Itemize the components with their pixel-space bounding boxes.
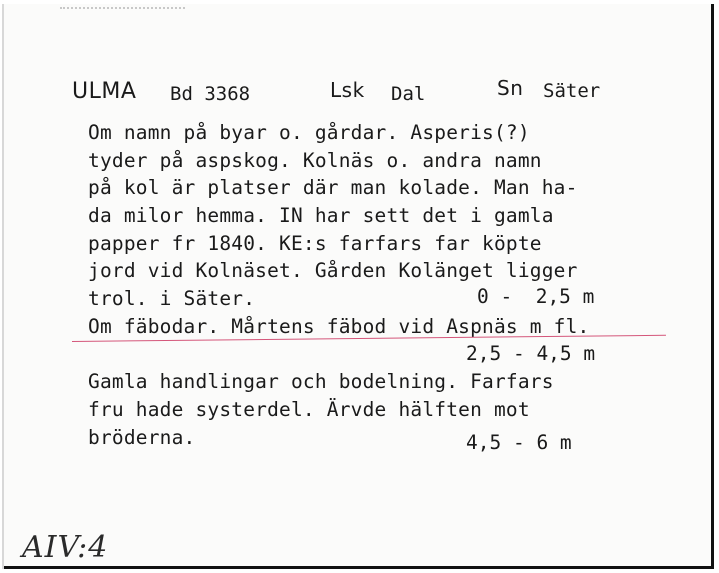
parish-label: Sn: [497, 76, 524, 100]
handwritten-signature: AIV:4: [22, 530, 109, 565]
text-line: på kol är platser där man kolade. Man ha-: [88, 176, 578, 199]
card-edge: [2, 4, 4, 569]
record-id: Bd 3368: [170, 83, 251, 105]
text-line: Om fäbodar. Mårtens fäbod vid Aspnäs m fl.: [88, 315, 590, 338]
parish-name: Säter: [543, 80, 601, 102]
text-line: fru hade systerdel. Ärvde hälften mot: [88, 398, 530, 421]
county-label: Lsk: [330, 78, 365, 102]
text-line: tyder på aspskog. Kolnäs o. andra namn: [88, 149, 542, 172]
text-line: Om namn på byar o. gårdar. Asperis(?): [88, 121, 530, 144]
county-name: Dal: [391, 83, 426, 105]
depth-range: 0 - 2,5 m: [477, 285, 595, 308]
depth-range: 4,5 - 6 m: [466, 431, 572, 454]
text-line: bröderna.: [88, 426, 196, 449]
text-line: jord vid Kolnäset. Gården Kolänget ligger: [88, 259, 578, 282]
text-line: Gamla handlingar och bodelning. Farfars: [88, 370, 554, 393]
top-dotted-mark: [60, 7, 185, 9]
text-line: trol. i Säter.: [88, 287, 256, 310]
archive-name: ULMA: [72, 79, 137, 104]
text-line: papper fr 1840. KE:s farfars far köpte: [88, 232, 542, 255]
text-line: da milor hemma. IN har sett det i gamla: [88, 204, 554, 227]
depth-range: 2,5 - 4,5 m: [466, 342, 596, 365]
